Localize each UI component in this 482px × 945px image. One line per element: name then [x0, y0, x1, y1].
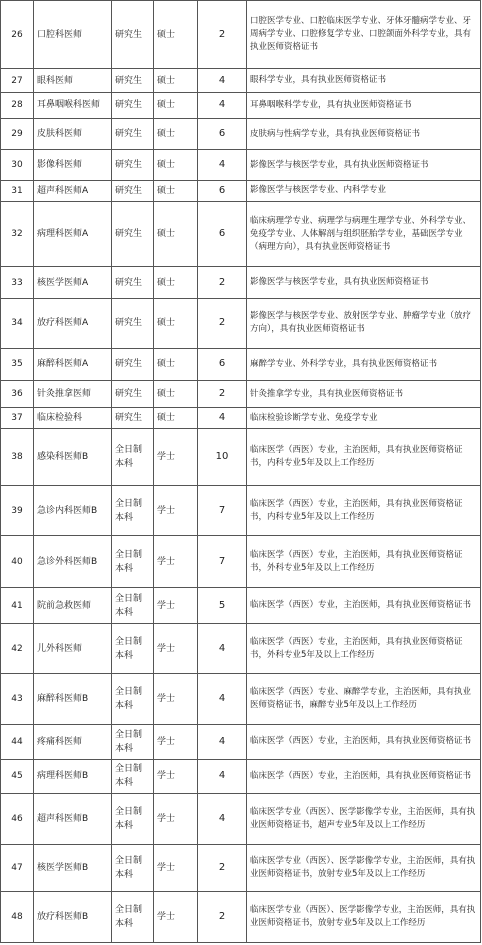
position-name-cell: 超声科医师B: [34, 793, 112, 844]
degree-cell: 硕士: [154, 299, 198, 349]
hiring-count-cell: 2: [198, 1, 247, 69]
table-row: [1, 759, 481, 793]
position-name-cell: 皮肤科医师: [34, 119, 112, 150]
degree-cell: 硕士: [154, 69, 198, 92]
education-level-cell: 全日制本科: [112, 429, 154, 485]
education-level-cell: 研究生: [112, 267, 154, 299]
job-requirements-cell: 眼科学专业，具有执业医师资格证书: [247, 69, 481, 92]
table-row: [1, 892, 481, 943]
table-row: [1, 793, 481, 844]
degree-cell: 硕士: [154, 150, 198, 181]
row-number-cell: 42: [1, 623, 34, 674]
table-row: [1, 201, 481, 266]
position-name-cell: 超声科医师A: [34, 180, 112, 201]
row-number-cell: 26: [1, 1, 34, 69]
position-name-cell: 临床检验科: [34, 408, 112, 429]
education-level-cell: 全日制本科: [112, 844, 154, 891]
degree-cell: 学士: [154, 588, 198, 623]
hiring-count-cell: 6: [198, 180, 247, 201]
row-number-cell: 31: [1, 180, 34, 201]
education-level-cell: 研究生: [112, 201, 154, 266]
job-requirements-cell: 临床医学（西医）专业，主治医师，具有执业医师资格证书: [247, 759, 481, 793]
row-number-cell: 47: [1, 844, 34, 891]
hiring-count-cell: 2: [198, 380, 247, 408]
degree-cell: 学士: [154, 892, 198, 943]
degree-cell: 硕士: [154, 348, 198, 380]
row-number-cell: 27: [1, 69, 34, 92]
degree-cell: 硕士: [154, 119, 198, 150]
education-level-cell: 全日制本科: [112, 485, 154, 536]
hiring-count-cell: 5: [198, 588, 247, 623]
position-name-cell: 口腔科医师: [34, 1, 112, 69]
hiring-count-cell: 6: [198, 201, 247, 266]
row-number-cell: 48: [1, 892, 34, 943]
table-row: [1, 69, 481, 92]
row-number-cell: 40: [1, 536, 34, 588]
degree-cell: 学士: [154, 793, 198, 844]
hiring-count-cell: 2: [198, 892, 247, 943]
table-row: [1, 408, 481, 429]
degree-cell: 学士: [154, 674, 198, 725]
degree-cell: 硕士: [154, 408, 198, 429]
education-level-cell: 研究生: [112, 150, 154, 181]
table-row: [1, 150, 481, 181]
position-name-cell: 耳鼻咽喉科医师: [34, 92, 112, 119]
row-number-cell: 37: [1, 408, 34, 429]
job-requirements-cell: 针灸推拿学专业，具有执业医师资格证书: [247, 380, 481, 408]
job-requirements-cell: 临床医学（西医）专业，主治医师，具有执业医师资格证书，内科专业5年及以上工作经历: [247, 485, 481, 536]
job-requirements-cell: 临床病理学专业、病理学与病理生理学专业、外科学专业、免疫学专业、人体解剖与组织胚胎学专业，基础医学专业（病理方向），具有执业医师资格证书: [247, 201, 481, 266]
job-requirements-cell: 影像医学与核医学专业，具有执业医师资格证书: [247, 150, 481, 181]
table-row: [1, 536, 481, 588]
hiring-count-cell: 6: [198, 119, 247, 150]
education-level-cell: 全日制本科: [112, 759, 154, 793]
education-level-cell: 研究生: [112, 1, 154, 69]
job-requirements-cell: 临床医学（西医）专业，主治医师，具有执业医师资格证书，内科专业5年及以上工作经历: [247, 429, 481, 485]
row-number-cell: 28: [1, 92, 34, 119]
degree-cell: 硕士: [154, 1, 198, 69]
position-name-cell: 麻醉科医师A: [34, 348, 112, 380]
table-body: [1, 1, 481, 943]
job-requirements-cell: 临床医学（西医）专业，主治医师，具有执业医师资格证书，外科专业5年及以上工作经历: [247, 623, 481, 674]
hiring-count-cell: 4: [198, 69, 247, 92]
job-requirements-cell: 麻醉学专业、外科学专业，具有执业医师资格证书: [247, 348, 481, 380]
hiring-count-cell: 4: [198, 759, 247, 793]
education-level-cell: 研究生: [112, 408, 154, 429]
table-row: [1, 485, 481, 536]
education-level-cell: 全日制本科: [112, 623, 154, 674]
degree-cell: 学士: [154, 485, 198, 536]
row-number-cell: 32: [1, 201, 34, 266]
degree-cell: 学士: [154, 536, 198, 588]
job-requirements-cell: 临床医学（西医）专业，主治医师，具有执业医师资格证书: [247, 725, 481, 759]
table-row: [1, 844, 481, 891]
table-row: [1, 674, 481, 725]
position-name-cell: 急诊外科医师B: [34, 536, 112, 588]
row-number-cell: 30: [1, 150, 34, 181]
table-row: [1, 348, 481, 380]
hiring-count-cell: 4: [198, 150, 247, 181]
row-number-cell: 41: [1, 588, 34, 623]
table-row: [1, 119, 481, 150]
position-name-cell: 影像科医师: [34, 150, 112, 181]
row-number-cell: 33: [1, 267, 34, 299]
hiring-count-cell: 2: [198, 299, 247, 349]
degree-cell: 学士: [154, 844, 198, 891]
table-row: [1, 429, 481, 485]
position-name-cell: 院前急救医师: [34, 588, 112, 623]
education-level-cell: 全日制本科: [112, 793, 154, 844]
degree-cell: 硕士: [154, 380, 198, 408]
position-name-cell: 疼痛科医师: [34, 725, 112, 759]
job-requirements-cell: 临床医学专业（西医）、医学影像学专业，主治医师，具有执业医师资格证书，放射专业5年及以上工作经历: [247, 892, 481, 943]
degree-cell: 硕士: [154, 92, 198, 119]
row-number-cell: 38: [1, 429, 34, 485]
hiring-count-cell: 4: [198, 674, 247, 725]
education-level-cell: 研究生: [112, 69, 154, 92]
degree-cell: 学士: [154, 725, 198, 759]
table-row: [1, 180, 481, 201]
hiring-count-cell: 7: [198, 536, 247, 588]
job-requirements-cell: 临床医学专业（西医）、医学影像学专业，主治医师，具有执业医师资格证书，超声专业5年及以上工作经历: [247, 793, 481, 844]
row-number-cell: 36: [1, 380, 34, 408]
table-row: [1, 380, 481, 408]
hiring-count-cell: 4: [198, 793, 247, 844]
degree-cell: 学士: [154, 429, 198, 485]
job-requirements-cell: 皮肤病与性病学专业，具有执业医师资格证书: [247, 119, 481, 150]
hiring-count-cell: 2: [198, 844, 247, 891]
degree-cell: 学士: [154, 759, 198, 793]
education-level-cell: 全日制本科: [112, 536, 154, 588]
hiring-count-cell: 4: [198, 408, 247, 429]
table-row: [1, 623, 481, 674]
hiring-count-cell: 2: [198, 267, 247, 299]
position-name-cell: 麻醉科医师B: [34, 674, 112, 725]
degree-cell: 硕士: [154, 267, 198, 299]
position-name-cell: 放疗科医师B: [34, 892, 112, 943]
row-number-cell: 39: [1, 485, 34, 536]
position-name-cell: 儿外科医师: [34, 623, 112, 674]
job-requirements-cell: 临床医学专业（西医）、医学影像学专业，主治医师，具有执业医师资格证书，放射专业5年及以上工作经历: [247, 844, 481, 891]
position-name-cell: 核医学医师B: [34, 844, 112, 891]
degree-cell: 学士: [154, 623, 198, 674]
position-name-cell: 针灸推拿医师: [34, 380, 112, 408]
hiring-count-cell: 4: [198, 623, 247, 674]
job-requirements-cell: 临床检验诊断学专业、免疫学专业: [247, 408, 481, 429]
job-requirements-cell: 影像医学与核医学专业，具有执业医师资格证书: [247, 267, 481, 299]
job-requirements-cell: 临床医学（西医）专业，主治医师，具有执业医师资格证书: [247, 588, 481, 623]
degree-cell: 硕士: [154, 180, 198, 201]
row-number-cell: 46: [1, 793, 34, 844]
table-row: [1, 588, 481, 623]
hiring-count-cell: 4: [198, 725, 247, 759]
job-requirements-cell: 影像医学与核医学专业、放射医学专业、肿瘤学专业（放疗方向），具有执业医师资格证书: [247, 299, 481, 349]
job-requirements-cell: 耳鼻咽喉科学专业，具有执业医师资格证书: [247, 92, 481, 119]
education-level-cell: 研究生: [112, 380, 154, 408]
education-level-cell: 全日制本科: [112, 892, 154, 943]
job-requirements-cell: 临床医学（西医）专业、麻醉学专业，主治医师，具有执业医师资格证书，麻醉专业5年及以上工作经历: [247, 674, 481, 725]
job-requirements-cell: 口腔医学专业、口腔临床医学专业、牙体牙髓病学专业、牙周病学专业、口腔修复学专业、口腔颌面外科学专业，具有执业医师资格证书: [247, 1, 481, 69]
education-level-cell: 研究生: [112, 348, 154, 380]
education-level-cell: 研究生: [112, 180, 154, 201]
job-requirements-cell: 临床医学（西医）专业，主治医师，具有执业医师资格证书，外科专业5年及以上工作经历: [247, 536, 481, 588]
education-level-cell: 研究生: [112, 299, 154, 349]
position-name-cell: 感染科医师B: [34, 429, 112, 485]
row-number-cell: 43: [1, 674, 34, 725]
degree-cell: 硕士: [154, 201, 198, 266]
hiring-count-cell: 4: [198, 92, 247, 119]
position-name-cell: 核医学医师A: [34, 267, 112, 299]
table-row: [1, 92, 481, 119]
hiring-count-cell: 10: [198, 429, 247, 485]
position-name-cell: 病理科医师A: [34, 201, 112, 266]
hiring-count-cell: 7: [198, 485, 247, 536]
job-requirements-cell: 影像医学与核医学专业、内科学专业: [247, 180, 481, 201]
position-name-cell: 放疗科医师A: [34, 299, 112, 349]
position-name-cell: 急诊内科医师B: [34, 485, 112, 536]
row-number-cell: 44: [1, 725, 34, 759]
position-name-cell: 眼科医师: [34, 69, 112, 92]
education-level-cell: 全日制本科: [112, 725, 154, 759]
education-level-cell: 全日制本科: [112, 588, 154, 623]
position-name-cell: 病理科医师B: [34, 759, 112, 793]
education-level-cell: 全日制本科: [112, 674, 154, 725]
row-number-cell: 29: [1, 119, 34, 150]
row-number-cell: 35: [1, 348, 34, 380]
table-row: [1, 299, 481, 349]
education-level-cell: 研究生: [112, 119, 154, 150]
row-number-cell: 34: [1, 299, 34, 349]
table-row: [1, 267, 481, 299]
row-number-cell: 45: [1, 759, 34, 793]
table-row: [1, 725, 481, 759]
table-row: [1, 1, 481, 69]
education-level-cell: 研究生: [112, 92, 154, 119]
hiring-count-cell: 6: [198, 348, 247, 380]
